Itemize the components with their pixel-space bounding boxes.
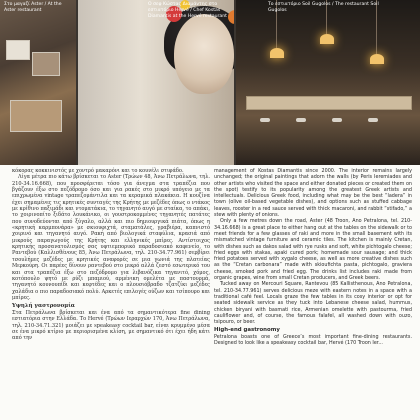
english-text-column <box>214 168 412 347</box>
photo-caption-2: Ο σεφ Κώστας Διαμάντης στο εστιατόριο Hervé / Chef Kostas Diamantis at the Hervé restaurant <box>148 2 227 19</box>
greek-paragraph-3: Στα Πετράλωνα βρίσκεται και ένα από τα σημαντικότερα fine dining εστιατόρια στην Ελλάδα. Το Hervé (Τρώων Ιεραρχών 170, Άνω Πετράλωνα, τηλ. 210-34.71.321) μοιάζει με speakeasy cocktail bar, είναι κρυμμένο μέσα σε ένα μικρό κτίριο με περιορισμένα κλίση, με σημαντικό ότι έχει ήδη κάτι από την <box>12 309 210 342</box>
english-paragraph-2: Only a few metres down the road, Aster (48 Troon, Ano Petralona, tel. 210-34.16.668) is a great place to either hang out at the tables on the sidewalk or to meet friends for a few glasses of raki and more in the small basement with its mismatched vintage furniture and ceramic tiles. The kitchen is mainly Cretan, with dishes such as dakos salad with rye rusks and soft, white pichtogalo cheese; fried eggs with stakas, apaki cured pork; homemade sour sausage; and thick fried potatoes served with xygalo cheese, as well as more creative dishes such as the “Cretan carbonara” made with skioufichta pasta, pichtogalo, graviera cheese, smoked pork and fried egg. The drinks list includes raki made from organic grapes, wine from small Cretan producers, and Greek beers. <box>214 218 412 282</box>
greek-section-heading: Υψηλή γαστρονομία <box>12 303 75 310</box>
mural-face <box>174 14 234 94</box>
herve-photo <box>78 0 234 165</box>
english-section-heading: High-end gastronomy <box>214 327 280 334</box>
greek-paragraph-2: Λίγα μέτρα πιο κάτω βρίσκεται το Aster (Τρώων 48, Άνω Πετράλωνα, τηλ. 210-34.16.668), που προσφέρεται τόσο για άνεγμα στα τραπέζια που βγάζουν έξω στο πεζόδρομο όσο και για ρακές στο μικρό υπόγειο με τα επιχρωμένα vintage τραπεζομάντιλα και τα κεραμικά πλακάκια. Η κουζίνα έχει σημαμένες τις κρητικές συνταγές της Κρήτης με μεζέδες όπως ο ντάκος με κρίθινο παξιμάδι και ντοματάκια, το τηγανητό αυγό με σταίκα, το απάκι, το χοιρινοπίτο ξιδάτο λουκάνικο, οι γουστροκομμένες τηγανητές πατάτες που συνοδεύονται από ξύγαλο, αλλά και πιο δημιουργικά πιάτα, όπως η «κρητική καρμπονάρα» με σκιουφιχτά, σταματάλες, γραβιέρα, καπνιστό χοιρινό και τηγανητό αυγό. Ρακή από βιολογικά σταφύλια, κρασιά από μικρούς παραγωγούς της Κρήτης και ελληνικές μπίρες. Αντίστοιχος κρητικής προσανατολισμός σας υφτιεμπορικό παραδοσιακό καφενείο, το Ραντεβού (Καλλισθένους 85, Άνω Πετράλωνα, τηλ. 210-34.77.961) σερβίρει τσουλήμες μεζέδες με κρητικές αναφορές σε μια γωνιά της πλατείας Μερκούρη. Οι παρέες δίνουν ραντεβού στο μικρό αλλά ζεστό εσωτερικό του και στα τραπέζια έξω στο πεζόδρομο για λιβανόζικα τηγανιτό, χόμος, κοτόπουλο ψητό με ρύζι μπαμιού, αρμένικη ομελέτα με παστουρμά, τηγανητό κουνουπίδι και κεφτέδες και ο πλουσιόβραδο τζατζίκι μεζέδες χαλάδια ο πιο παραδοσιακό πολύ. Αρκετές επιλογές ούζων και τσίπουρο και μπίρες. <box>12 174 210 301</box>
english-paragraph-3: Tucked away on Mercouri Square, Rantevou (85 Kallisthenous, Ano Petralona, tel. 210-34.77.961) serves delicious meze with eastern notes in a space with a traditional café feel. Locals graze the few tables in its cosy interior or opt for seated sidewalk service as they tuck into Lebanese cheese salad, hummus, chicken biryani with basmati rice, Armenian omelette with pastourma, fried cauliflower and, of course, the famous falafel, all washed down with ouzo, tsipouro, or beer. <box>214 281 412 326</box>
english-paragraph-4: Petralona boasts one of Greece’s most important fine-dining restaurants. Designed to look like a speakeasy cocktail bar, Hervé (170 Troon Ier... <box>214 334 412 347</box>
photo-strip <box>0 0 420 165</box>
aster-photo <box>0 0 76 165</box>
photo-caption-3: Το εστιατόριο Soil Gugolos / The restaurant Soil Gugolos <box>268 2 379 13</box>
english-paragraph-1: management of Kostas Diamantis since 2000. The interior remains largely unchanged; the original paintings that adorn the walls (by Peris Ieremiades and other artists who visited the space and either donated pieces or created them on the spot) testify to its popularity among the greatest Greek artists and intellectuals. Delicious Greek food, including what may be the best “ladera” in town (olive oil-based vegetable dishes), and options such as stuffed cabbage leaves, rooster in a red sauce served with thick macaroni, and rabbit “stifado,” a stew with plenty of onions. <box>214 168 412 219</box>
restaurant-interior-photo <box>236 0 420 165</box>
photo-caption-1: Στο μαγαζί Aster / At the Aster restaurant <box>4 2 62 13</box>
greek-text-column <box>12 168 210 342</box>
greek-paragraph-1: κόκορας κοκκινιστός με χοντρό μακαρόνι και το κουνέλι στιφάδο. <box>12 168 184 174</box>
